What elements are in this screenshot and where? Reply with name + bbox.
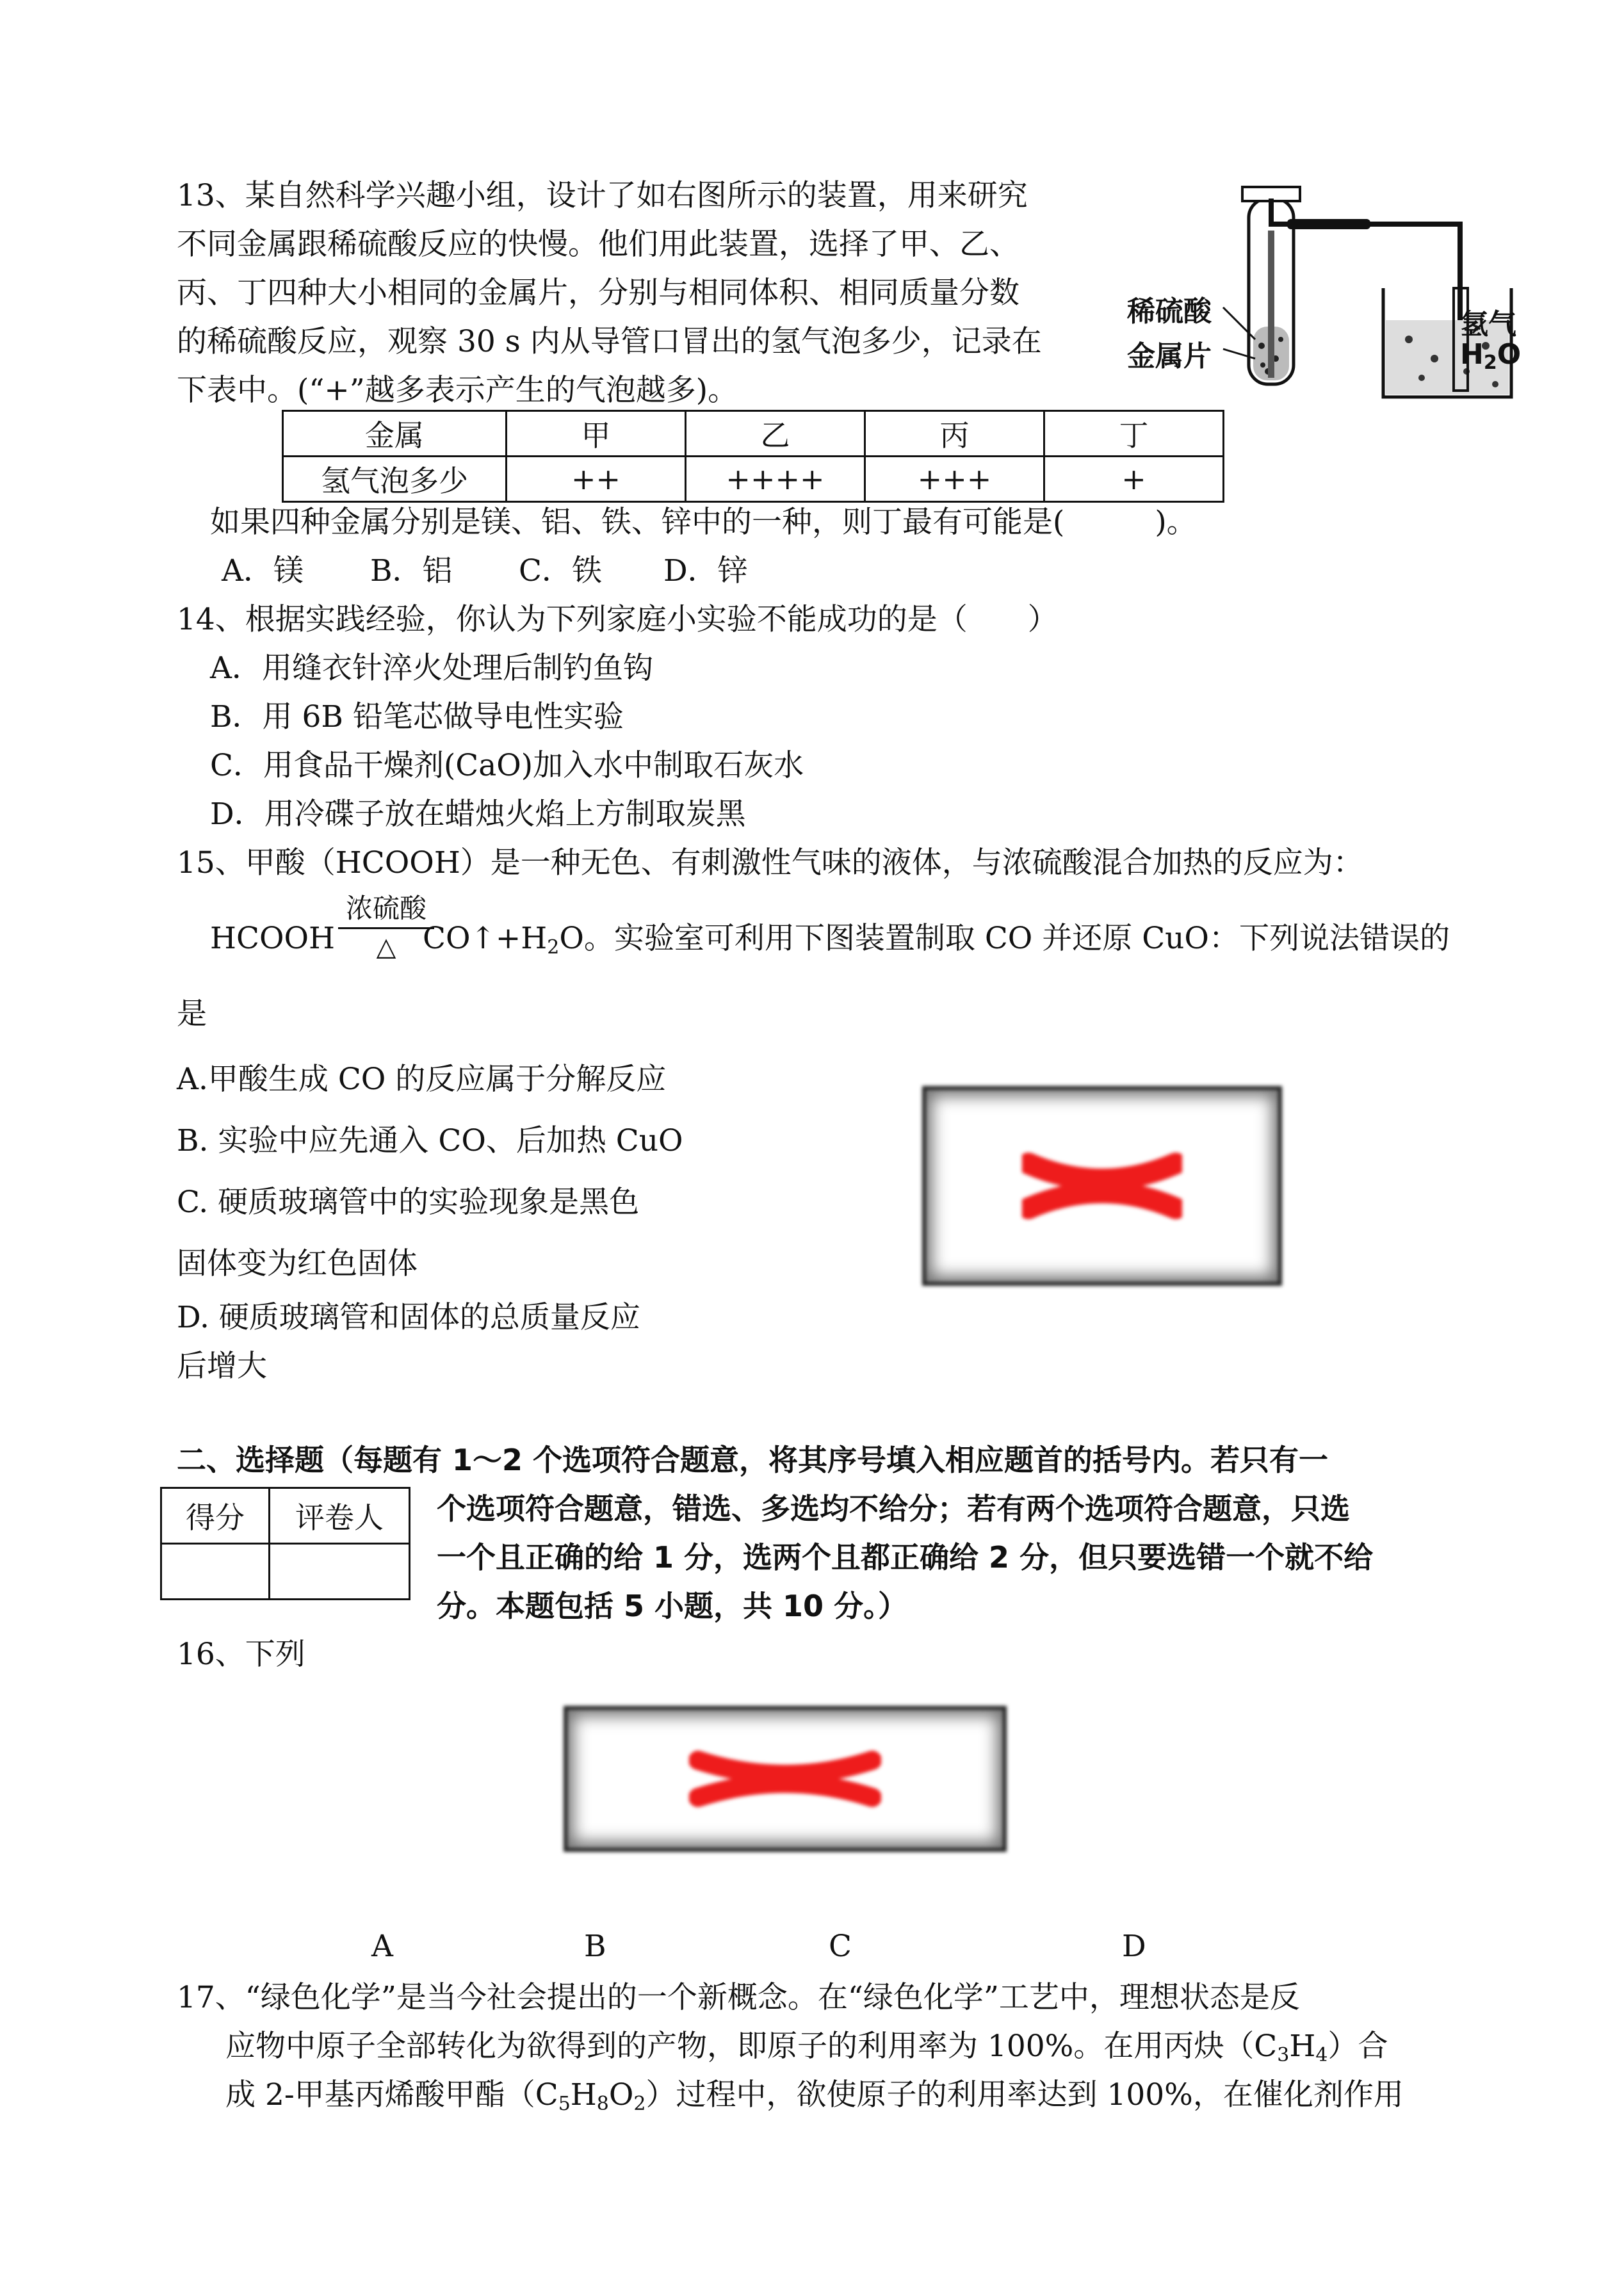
broken-image	[922, 1086, 1282, 1286]
apparatus-figure	[1127, 179, 1524, 410]
q15-eq-bottom: △	[376, 932, 396, 962]
table-row	[283, 457, 1224, 502]
q17-line3: 成 2-甲基丙烯酸甲酯$(C_5H_8O_2)$过程中，欲使原子的利用率达到 100%，在催化剂作用	[225, 2077, 1404, 2115]
table-row	[161, 1544, 410, 1600]
section2-line: 个选项符合题意，错选、多选均不给分；若有两个选项符合题意，只选	[437, 1491, 1350, 1526]
q14-option-c: C．用食品干燥剂(CaO)加入水中制取石灰水	[210, 748, 804, 783]
q15-eq-right: $CO↑+H_2O$。实验室可利用下图装置制取 CO 并还原 CuO：下列说法错误的	[423, 921, 1450, 959]
q14-option-b: B．用 6B 铅笔芯做导电性实验	[210, 699, 624, 734]
broken-image-icon	[689, 1750, 881, 1808]
q15-option-d: D. 硬质玻璃管和固体的总质量反应	[177, 1300, 640, 1335]
label-dilute-acid: 稀硫酸	[1127, 295, 1212, 328]
q13-line: 13、某自然科学兴趣小组，设计了如右图所示的装置，用来研究	[177, 178, 1028, 213]
table-row	[161, 1488, 410, 1544]
label-hydrogen: 氢气	[1460, 308, 1516, 341]
table-cell: 丁	[1044, 411, 1224, 457]
q13-line: 下表中。(“+”越多表示产生的气泡越多)。	[177, 373, 738, 408]
q17-line1: 17、“绿色化学”是当今社会提出的一个新概念。在“绿色化学”工艺中，理想状态是反	[177, 1980, 1300, 2015]
table-cell: 金属	[283, 411, 507, 457]
section2-line: 分。本题包括 5 小题，共 10 分。）	[437, 1589, 908, 1623]
table-cell: ++++	[686, 457, 865, 502]
label-water: $H_2O$	[1460, 338, 1522, 374]
q15-eq-left: HCOOH	[210, 921, 335, 956]
q15-option-d-cont: 后增大	[177, 1349, 267, 1384]
q16-label-b: B	[584, 1929, 606, 1964]
q13-followup: 如果四种金属分别是镁、铝、铁、锌中的一种，则丁最有可能是( )。	[210, 505, 1197, 540]
score-table	[160, 1487, 410, 1600]
table-row	[283, 411, 1224, 457]
q15-eq-bar	[338, 927, 434, 929]
table-cell: 甲	[507, 411, 686, 457]
q16-label-a: A	[371, 1929, 393, 1964]
q15-option-a: A.甲酸生成 CO 的反应属于分解反应	[177, 1062, 667, 1097]
q15-stem-end: 是	[177, 996, 207, 1032]
q13-option-b: B．铝	[370, 553, 453, 588]
table-cell: ++	[507, 457, 686, 502]
table-cell: 乙	[686, 411, 865, 457]
grader-cell	[270, 1544, 410, 1600]
q16-label-d: D	[1122, 1929, 1146, 1964]
q13-option-d: D．锌	[663, 553, 748, 588]
broken-image-icon	[1022, 1151, 1182, 1221]
score-cell	[161, 1544, 270, 1600]
grader-label: 评卷人	[270, 1488, 410, 1544]
q13-option-a: A．镁	[222, 553, 304, 588]
bubble-table	[282, 410, 1224, 503]
q16-stem: 16、下列	[177, 1637, 305, 1672]
q15-stem: 15、甲酸（HCOOH）是一种无色、有刺激性气味的液体，与浓硫酸混合加热的反应为：	[177, 845, 1363, 880]
section2-line: 一个且正确的给 1 分，选两个且都正确给 2 分，但只要选错一个就不给	[437, 1540, 1374, 1575]
table-cell: 丙	[865, 411, 1044, 457]
table-cell: 氢气泡多少	[283, 457, 507, 502]
q13-line: 不同金属跟稀硫酸反应的快慢。他们用此装置，选择了甲、乙、	[177, 227, 1019, 262]
broken-image	[564, 1706, 1007, 1852]
q14-option-d: D．用冷碟子放在蜡烛火焰上方制取炭黑	[210, 797, 746, 832]
q16-label-c: C	[829, 1929, 852, 1964]
table-cell: +	[1044, 457, 1224, 502]
q13-line: 丙、丁四种大小相同的金属片，分别与相同体积、相同质量分数	[177, 275, 1019, 311]
label-metal-sheet: 金属片	[1127, 340, 1212, 373]
q17-line2: 应物中原子全部转化为欲得到的产物，即原子的利用率为 100%。在用丙炔$(C_3H_4)$合	[225, 2029, 1388, 2066]
q14-stem: 14、根据实践经验，你认为下列家庭小实验不能成功的是（ ）	[177, 602, 1058, 637]
q15-eq-top: 浓硫酸	[345, 893, 426, 924]
q14-option-a: A．用缝衣针淬火处理后制钓鱼钩	[210, 651, 653, 686]
table-cell: +++	[865, 457, 1044, 502]
score-label: 得分	[161, 1488, 270, 1544]
q15-option-c: C. 硬质玻璃管中的实验现象是黑色	[177, 1185, 640, 1220]
q15-option-c-cont: 固体变为红色固体	[177, 1246, 418, 1281]
q13-option-c: C．铁	[519, 553, 602, 588]
q13-line: 的稀硫酸反应，观察 30 s 内从导管口冒出的氢气泡多少，记录在	[177, 324, 1042, 359]
section2-heading: 二、选择题（每题有 1～2 个选项符合题意，将其序号填入相应题首的括号内。若只有一	[177, 1443, 1329, 1477]
q15-option-b: B. 实验中应先通入 CO、后加热 CuO	[177, 1123, 683, 1158]
